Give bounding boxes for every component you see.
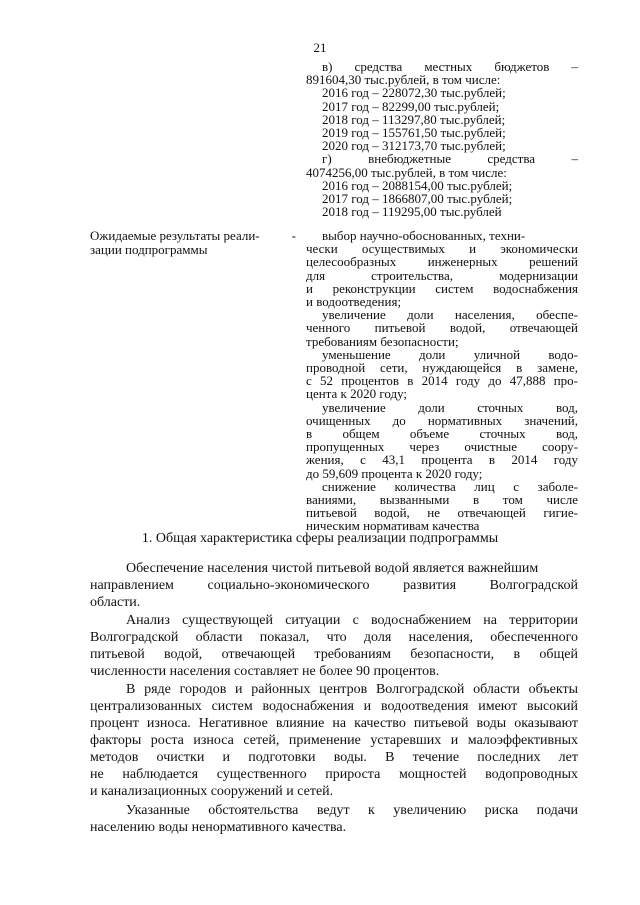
budget-line: 2018 год – 119295,00 тыс.рублей: [322, 204, 502, 220]
result-line: пропущенных через очистные соору-: [306, 439, 578, 455]
paragraph-line: Обеспечение населения чистой питьевой водой является важнейшим: [126, 561, 539, 576]
result-line: увеличение доли населения, обеспе-: [322, 307, 578, 323]
paragraph-line: населению воды ненормативного качества.: [90, 820, 347, 835]
paragraph-line: Анализ существующей ситуации с водоснабжением на территории: [126, 613, 578, 628]
result-line: увеличение доли сточных вод,: [322, 399, 578, 415]
result-line: чески осуществимых и экономически: [306, 241, 578, 257]
budget-line: 2017 год – 1866807,00 тыс.рублей;: [322, 191, 513, 207]
result-line: в общем объеме сточных вод,: [306, 426, 578, 442]
section-heading: 1. Общая характеристика сферы реализации подпрограммы: [141, 531, 499, 546]
paragraph: [90, 560, 578, 611]
budget-line: в) средства местных бюджетов –: [322, 59, 578, 74]
paragraph: [90, 612, 578, 680]
result-line: жения, с 43,1 процента в 2014 году: [306, 452, 578, 468]
budget-line: 2017 год – 82299,00 тыс.рублей;: [322, 98, 500, 114]
result-line: до 59,609 процента к 2020 году;: [306, 465, 483, 481]
budget-line: 2020 год – 312173,70 тыс.рублей;: [322, 138, 506, 154]
result-line: проводной сети, нуждающейся в замене,: [306, 360, 578, 376]
result-line: уменьшение доли уличной водо-: [322, 346, 578, 362]
paragraph-line: не наблюдается существенного прироста мощностей водопроводных: [90, 767, 578, 782]
budget-line: 4074256,00 тыс.рублей, в том числе:: [306, 164, 507, 180]
result-line: очищенных до нормативных значений,: [306, 412, 578, 428]
paragraph-line: методов очистки и подготовки воды. В течение последних лет: [90, 750, 578, 765]
budget-line: 891604,30 тыс.рублей, в том числе:: [306, 72, 501, 88]
result-line: и реконструкции систем водоснабжения: [306, 280, 578, 296]
paragraph-line: Волгоградской области показал, что доля населения, обеспеченного: [90, 630, 578, 645]
result-line: с 52 процентов в 2014 году до 47,888 про-: [306, 373, 578, 389]
expected-results-list: [306, 229, 578, 533]
result-line: ническим нормативам качества: [306, 518, 480, 534]
paragraph-line: факторы роста износа сетей, применение устаревших и малоэффективных: [90, 733, 578, 748]
paragraph-line: централизованных систем водоснабжения и водоотведения имеют высокий: [90, 699, 578, 714]
paragraph-line: и канализационных сооружений и сетей.: [90, 784, 334, 799]
paragraph-line: Указанные обстоятельства ведут к увеличению риска подачи: [126, 803, 578, 818]
paragraph: [90, 802, 578, 836]
result-line: цента к 2020 году;: [306, 386, 408, 402]
paragraph-line: направлением социально-экономического развития Волгоградской: [90, 578, 578, 593]
label-dash: -: [291, 228, 296, 243]
result-line: целесообразных инженерных решений: [306, 254, 578, 270]
result-line: выбор научно-обоснованных, техни-: [322, 228, 526, 243]
paragraph: [90, 681, 578, 800]
paragraph-line: В ряде городов и районных центров Волгоградской области объекты: [126, 682, 578, 697]
result-line: для строительства, модернизации: [306, 267, 578, 283]
paragraph-line: процент износа. Негативное влияние на качество питьевой воды оказывают: [90, 716, 578, 731]
budget-line: 2019 год – 155761,50 тыс.рублей;: [322, 125, 506, 141]
result-line: требованиям безопасности;: [306, 333, 459, 349]
expected-results-label: [90, 229, 300, 256]
label-line: зации подпрограммы: [90, 241, 208, 257]
result-line: питьевой водой, не отвечающей гигие-: [306, 505, 578, 521]
paragraph-line: области.: [90, 595, 141, 610]
result-line: ваниями, вызванными в том числе: [306, 492, 578, 508]
result-line: снижение количества лиц с заболе-: [322, 478, 578, 494]
result-line: и водоотведения;: [306, 294, 402, 310]
paragraph-line: численности населения составляет не более 90 процентов.: [90, 664, 440, 679]
page-number: 21: [313, 40, 327, 55]
result-line: ченного питьевой водой, отвечающей: [306, 320, 578, 336]
budget-line: 2018 год – 113297,80 тыс.рублей;: [322, 111, 506, 127]
label-line: Ожидаемые результаты реали-: [90, 228, 260, 243]
budget-line: г) внебюджетные средства –: [322, 151, 578, 167]
paragraph-line: питьевой водой, отвечающей требованиям безопасности, в общей: [90, 647, 578, 662]
budget-line: 2016 год – 2088154,00 тыс.рублей;: [322, 177, 513, 193]
budget-block: [306, 60, 578, 218]
budget-line: 2016 год – 228072,30 тыс.рублей;: [322, 85, 506, 101]
